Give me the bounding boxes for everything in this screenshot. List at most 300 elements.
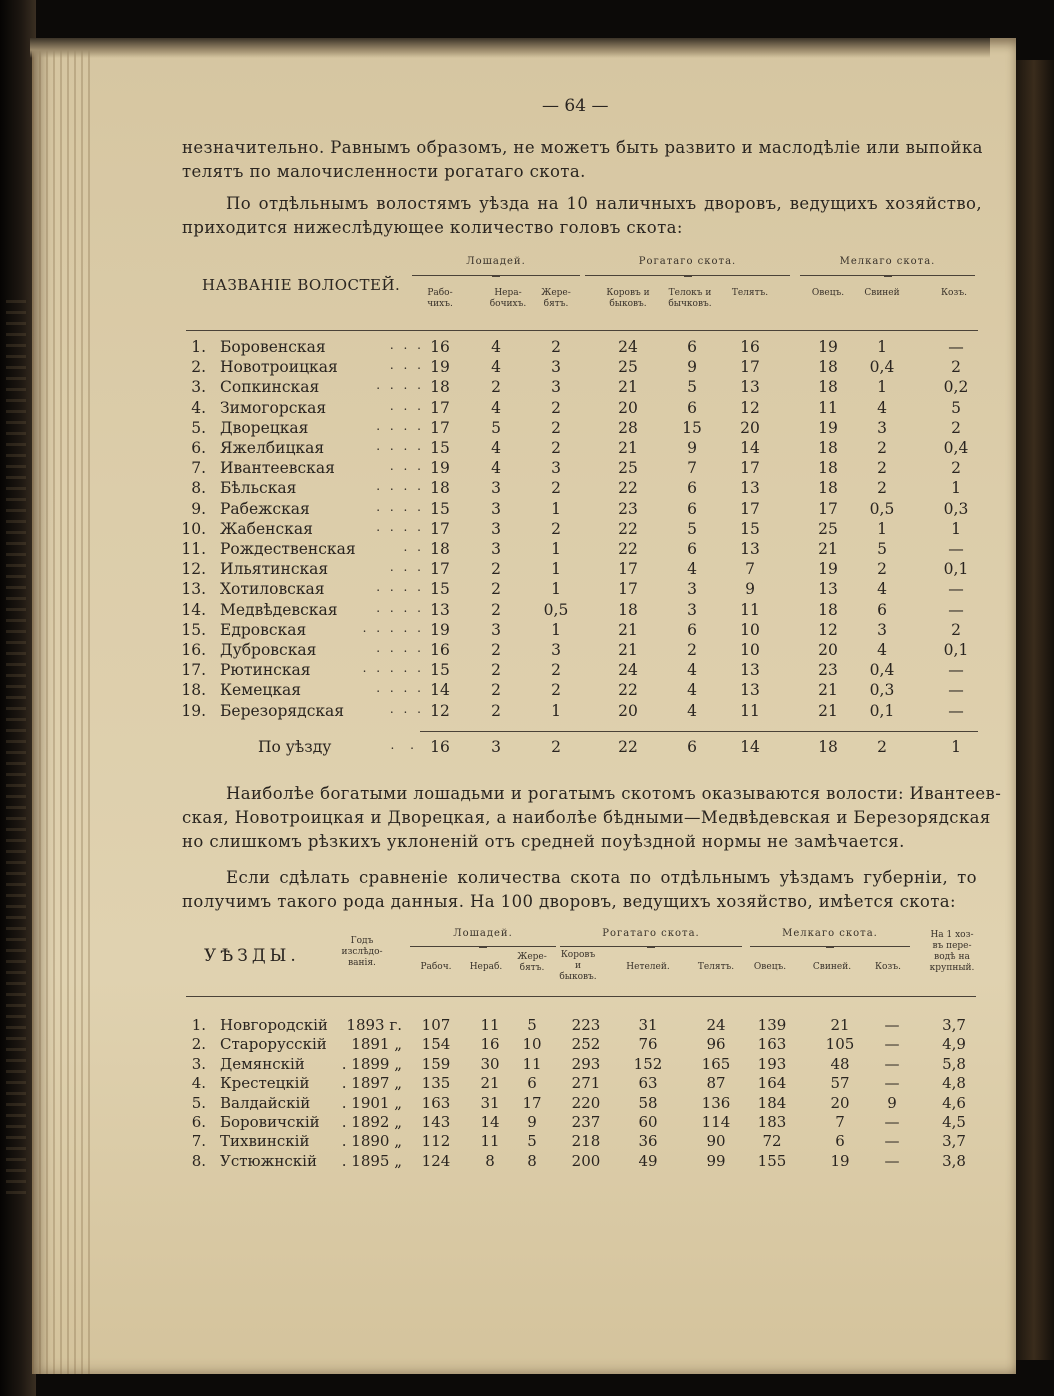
cell-value: — bbox=[948, 681, 964, 700]
leader-dots: . . . . bbox=[376, 418, 424, 433]
cell-value: 13 bbox=[740, 378, 760, 397]
column-header-line: Нераб. bbox=[469, 962, 503, 972]
column-header-line: Жере- bbox=[517, 952, 547, 962]
survey-year: . 1890 „ bbox=[341, 1132, 402, 1151]
column-header-line: бочихъ. bbox=[489, 299, 527, 309]
cell-value: 1 bbox=[551, 560, 561, 579]
cell-value: 10 bbox=[740, 620, 760, 639]
column-header bbox=[406, 288, 474, 310]
cell-value: 164 bbox=[757, 1074, 787, 1093]
cell-value: 154 bbox=[421, 1035, 451, 1054]
row-number: 4. bbox=[191, 1074, 206, 1093]
cell-value: 57 bbox=[830, 1074, 850, 1093]
cell-value: — bbox=[884, 1132, 900, 1151]
survey-year: . 1901 „ bbox=[341, 1093, 402, 1112]
cell-value: 220 bbox=[571, 1093, 601, 1112]
cell-value: 6 bbox=[687, 499, 697, 518]
paragraph-line: но слишкомъ рѣзкихъ уклоненій отъ средней поуѣздной нормы не замѣчается. bbox=[182, 832, 905, 851]
column-header bbox=[594, 288, 662, 310]
column-header-line: Свиней. bbox=[812, 962, 852, 972]
cell-value: 1 bbox=[551, 620, 561, 639]
column-header-line: водѣ на bbox=[934, 952, 970, 962]
table-row bbox=[32, 520, 1016, 540]
column-header-line: Овецъ. bbox=[811, 288, 845, 298]
column-header bbox=[854, 962, 922, 973]
header-rule bbox=[186, 330, 978, 331]
cell-value: 6 bbox=[687, 540, 697, 558]
cell-value: 22 bbox=[618, 519, 638, 538]
cell-value: 13 bbox=[740, 540, 760, 558]
cell-value: 114 bbox=[701, 1113, 731, 1131]
cell-value: 13 bbox=[430, 600, 450, 619]
cell-value: 1 bbox=[551, 540, 561, 558]
cell-value: 4,8 bbox=[942, 1074, 966, 1093]
cell-value: 2 bbox=[877, 479, 887, 498]
cell-value: 193 bbox=[757, 1054, 787, 1073]
cell-value: 16 bbox=[480, 1035, 500, 1054]
paragraph-line: ская, Новотроицкая и Дворецкая, а наиболѣе бѣдными—Медвѣдевская и Березорядская bbox=[182, 808, 991, 827]
cell-value: 4 bbox=[491, 439, 501, 457]
cell-value: 25 bbox=[818, 519, 838, 538]
row-number: 12. bbox=[181, 560, 206, 579]
cell-value: 2 bbox=[877, 560, 887, 579]
column-header-line: Свиней bbox=[864, 288, 900, 298]
cell-value: 4,9 bbox=[942, 1035, 966, 1054]
uezd-name: Устюжнскій bbox=[220, 1151, 317, 1170]
table-title: НАЗВАНІЕ ВОЛОСТЕЙ. bbox=[202, 276, 401, 294]
cell-value: 96 bbox=[706, 1035, 726, 1054]
leader-dots: . . . bbox=[389, 358, 424, 373]
cell-value: 107 bbox=[421, 1016, 451, 1034]
row-number: 6. bbox=[191, 1113, 206, 1131]
cell-value: 1 bbox=[551, 499, 561, 518]
cell-value: 7 bbox=[835, 1113, 845, 1131]
cell-value: 76 bbox=[638, 1035, 658, 1054]
cell-value: — bbox=[948, 540, 964, 558]
row-number: 4. bbox=[191, 398, 206, 417]
page-number: — 64 — bbox=[542, 96, 609, 116]
leader-dots: . . . bbox=[389, 560, 424, 575]
cell-value: 17 bbox=[740, 459, 760, 478]
cell-value: 12 bbox=[740, 398, 760, 417]
column-header-line: Нетелей. bbox=[626, 962, 670, 972]
cell-value: 17 bbox=[740, 499, 760, 518]
cell-value: — bbox=[884, 1074, 900, 1093]
uezd-name: Боровичскій bbox=[220, 1113, 320, 1131]
cell-value: 165 bbox=[701, 1054, 731, 1073]
cell-value: 4 bbox=[877, 641, 887, 659]
cell-value: 3 bbox=[551, 459, 561, 478]
cell-value: 4,6 bbox=[942, 1093, 966, 1112]
cell-value: 12 bbox=[818, 620, 838, 639]
cell-value: 13 bbox=[740, 681, 760, 700]
cell-value: 17 bbox=[618, 580, 638, 599]
leader-dots: . . . bbox=[389, 701, 424, 716]
paragraph-line: получимъ такого рода данныя. На 100 дворовъ, ведущихъ хозяйство, имѣется скота: bbox=[182, 892, 956, 911]
next-page-edge bbox=[1014, 60, 1054, 1360]
group-header: Мелкаго скота. bbox=[839, 256, 936, 267]
cell-value: 2 bbox=[551, 338, 561, 356]
table-total-row bbox=[32, 738, 1016, 758]
cell-value: 2 bbox=[491, 661, 501, 680]
cell-value: 6 bbox=[687, 398, 697, 417]
volost-name: Рютинская bbox=[220, 661, 311, 680]
cell-value: 24 bbox=[618, 338, 638, 356]
year-header bbox=[330, 936, 394, 969]
column-header-line: Телятъ. bbox=[697, 962, 735, 972]
column-header bbox=[736, 962, 804, 973]
cell-value: 14 bbox=[480, 1113, 500, 1131]
cell-value: 6 bbox=[877, 600, 887, 619]
cell-value: 63 bbox=[638, 1074, 658, 1093]
leader-dots: . . bbox=[390, 738, 420, 752]
table-row bbox=[32, 641, 1016, 661]
survey-year: . 1899 „ bbox=[341, 1054, 402, 1073]
leader-dots: . . . . bbox=[376, 378, 424, 393]
cell-value: 9 bbox=[527, 1113, 537, 1131]
cell-value: 5 bbox=[951, 398, 961, 417]
cell-value: 22 bbox=[618, 479, 638, 498]
row-number: 8. bbox=[191, 479, 206, 498]
group-header: Рогатаго скота. bbox=[638, 256, 737, 267]
table-row bbox=[32, 621, 1016, 641]
leader-dots: . . . . . bbox=[362, 661, 424, 676]
row-number: 3. bbox=[191, 378, 206, 397]
cell-value: 2 bbox=[491, 641, 501, 659]
cell-value: 3 bbox=[877, 620, 887, 639]
cell-value: 11 bbox=[480, 1016, 500, 1034]
cell-value: 4 bbox=[491, 398, 501, 417]
cell-value: 4 bbox=[491, 358, 501, 377]
leader-dots: . . . . bbox=[376, 479, 424, 494]
cell-value: 4 bbox=[687, 560, 697, 579]
cell-value: 10 bbox=[740, 641, 760, 659]
row-number: 5. bbox=[191, 1093, 206, 1112]
volost-name: Ивантеевская bbox=[220, 459, 335, 478]
cell-value: 7 bbox=[687, 459, 697, 478]
column-header bbox=[920, 288, 988, 299]
cell-value: — bbox=[948, 580, 964, 599]
cell-value: 18 bbox=[818, 358, 838, 377]
cell-value: 2 bbox=[491, 701, 501, 720]
cell-value: 0,1 bbox=[943, 560, 969, 579]
row-number: 2. bbox=[191, 1035, 206, 1054]
table-row bbox=[32, 459, 1016, 479]
cell-value: 14 bbox=[740, 439, 760, 457]
survey-year: . 1897 „ bbox=[341, 1074, 402, 1093]
cell-value: 0,1 bbox=[943, 641, 969, 659]
row-number: 3. bbox=[191, 1054, 206, 1073]
leader-dots: . . . bbox=[389, 459, 424, 474]
cell-value: 2 bbox=[877, 459, 887, 478]
cell-value: 21 bbox=[818, 681, 838, 700]
cell-value: 200 bbox=[571, 1151, 601, 1170]
cell-value: 4 bbox=[491, 338, 501, 356]
cell-value: 4 bbox=[877, 580, 887, 599]
cell-value: 163 bbox=[757, 1035, 787, 1054]
cell-value: 1 bbox=[951, 519, 961, 538]
cell-value: 0,4 bbox=[943, 439, 969, 457]
cell-value: 11 bbox=[818, 398, 838, 417]
volost-name: Дубровская bbox=[220, 641, 317, 659]
table-row bbox=[32, 358, 1016, 378]
leader-dots: . . . . bbox=[376, 499, 424, 514]
cell-value: 2 bbox=[491, 681, 501, 700]
cell-value: 15 bbox=[430, 580, 450, 599]
cell-value: 6 bbox=[527, 1074, 537, 1093]
cell-value: 13 bbox=[818, 580, 838, 599]
cell-value: 10 bbox=[522, 1035, 542, 1054]
cell-value: 18 bbox=[618, 600, 638, 619]
cell-value: 24 bbox=[618, 661, 638, 680]
cell-value: 22 bbox=[618, 681, 638, 700]
cell-value: 17 bbox=[430, 418, 450, 437]
cell-value: 5,8 bbox=[942, 1054, 966, 1073]
survey-year: 1891 „ bbox=[351, 1035, 402, 1054]
table-row bbox=[32, 1035, 1016, 1055]
cell-value: 25 bbox=[618, 358, 638, 377]
volost-name: Рождественская bbox=[220, 540, 356, 558]
cell-value: 21 bbox=[480, 1074, 500, 1093]
column-header-line: крупный. bbox=[929, 963, 975, 973]
cell-value: 3 bbox=[551, 358, 561, 377]
leader-dots: . . . . bbox=[376, 600, 424, 615]
cell-value: 143 bbox=[421, 1113, 451, 1131]
cell-value: 17 bbox=[740, 358, 760, 377]
group-brace bbox=[800, 275, 975, 284]
cell-value: 99 bbox=[706, 1151, 726, 1170]
column-header-line: бычковъ. bbox=[668, 299, 712, 309]
survey-year: . 1895 „ bbox=[341, 1151, 402, 1170]
cell-value: 3,7 bbox=[942, 1132, 966, 1151]
cell-value: 1 bbox=[551, 580, 561, 599]
cell-value: 19 bbox=[430, 459, 450, 478]
volost-name: Дворецкая bbox=[220, 418, 309, 437]
cell-value: — bbox=[884, 1035, 900, 1054]
cell-value: 3 bbox=[491, 479, 501, 498]
table-row bbox=[32, 1152, 1016, 1172]
cell-value: 2 bbox=[551, 418, 561, 437]
cell-value: — bbox=[884, 1151, 900, 1170]
column-header bbox=[656, 288, 724, 310]
cell-value: 124 bbox=[421, 1151, 451, 1170]
cell-value: 19 bbox=[818, 418, 838, 437]
cell-value: 139 bbox=[757, 1016, 787, 1034]
column-header bbox=[522, 288, 590, 310]
header-rule bbox=[186, 996, 976, 997]
cell-value: 18 bbox=[818, 479, 838, 498]
volost-name: Рабежская bbox=[220, 499, 310, 518]
cell-value: 11 bbox=[740, 701, 760, 720]
cell-value: 1 bbox=[877, 338, 887, 356]
cell-value: 9 bbox=[887, 1093, 897, 1112]
cell-value: 16 bbox=[430, 338, 450, 356]
total-value: 16 bbox=[430, 738, 450, 756]
cell-value: 31 bbox=[480, 1093, 500, 1112]
cell-value: 31 bbox=[638, 1016, 658, 1034]
cell-value: 2 bbox=[491, 378, 501, 397]
uezd-name: Демянскій bbox=[220, 1054, 305, 1073]
column-header-line: Козъ. bbox=[941, 288, 967, 298]
survey-year: 1893 г. bbox=[346, 1016, 402, 1034]
volost-name: Едровская bbox=[220, 620, 307, 639]
total-rule bbox=[420, 731, 978, 732]
cell-value: 19 bbox=[818, 560, 838, 579]
cell-value: 48 bbox=[830, 1054, 850, 1073]
group-header: Лошадей. bbox=[453, 928, 513, 939]
cell-value: 5 bbox=[877, 540, 887, 558]
cell-value: 11 bbox=[480, 1132, 500, 1151]
volost-name: Березорядская bbox=[220, 701, 345, 720]
column-header bbox=[918, 930, 986, 974]
paragraph-line: По отдѣльнымъ волостямъ уѣзда на 10 наличныхъ дворовъ, ведущихъ хозяйство, bbox=[226, 194, 982, 213]
paragraph-line: Если сдѣлать сравненіе количества скота по отдѣльнымъ уѣздамъ губерніи, то bbox=[226, 868, 977, 887]
year-header-line: ванія. bbox=[348, 958, 376, 968]
leader-dots: . . . . . bbox=[362, 620, 424, 635]
cell-value: — bbox=[884, 1016, 900, 1034]
cell-value: 2 bbox=[551, 398, 561, 417]
leader-dots: . . . . bbox=[376, 519, 424, 534]
cell-value: 21 bbox=[830, 1016, 850, 1034]
volost-name: Кемецкая bbox=[220, 681, 302, 700]
cell-value: 20 bbox=[618, 701, 638, 720]
total-value: 3 bbox=[491, 738, 501, 756]
cell-value: 7 bbox=[745, 560, 755, 579]
cell-value: 3 bbox=[491, 540, 501, 558]
column-header-line: чихъ. bbox=[427, 299, 453, 309]
row-number: 8. bbox=[191, 1151, 206, 1170]
cell-value: 3 bbox=[551, 378, 561, 397]
total-value: 6 bbox=[687, 738, 697, 756]
cell-value: 17 bbox=[818, 499, 838, 518]
cell-value: 90 bbox=[706, 1132, 726, 1151]
table-row bbox=[32, 1016, 1016, 1036]
cell-value: 17 bbox=[430, 519, 450, 538]
group-brace bbox=[585, 275, 790, 284]
cell-value: 20 bbox=[740, 418, 760, 437]
cell-value: 19 bbox=[430, 620, 450, 639]
cell-value: 5 bbox=[527, 1016, 537, 1034]
cell-value: 135 bbox=[421, 1074, 451, 1093]
cell-value: 21 bbox=[618, 641, 638, 659]
cell-value: 5 bbox=[687, 519, 697, 538]
cell-value: 21 bbox=[618, 620, 638, 639]
cell-value: 183 bbox=[757, 1113, 787, 1131]
table-row bbox=[32, 419, 1016, 439]
cell-value: 163 bbox=[421, 1093, 451, 1112]
cell-value: 21 bbox=[618, 439, 638, 457]
leader-dots: . . . . bbox=[376, 580, 424, 595]
column-header-line: бятъ. bbox=[519, 963, 545, 973]
volost-name: Зимогорская bbox=[220, 398, 327, 417]
group-header: Рогатаго скота. bbox=[602, 928, 700, 939]
column-header-line: Рабо- bbox=[427, 288, 453, 298]
cell-value: 105 bbox=[825, 1035, 855, 1054]
column-header bbox=[614, 962, 682, 973]
table-row bbox=[32, 1094, 1016, 1114]
cell-value: 0,3 bbox=[869, 681, 895, 700]
cell-value: 2 bbox=[951, 620, 961, 639]
cell-value: 2 bbox=[551, 519, 561, 538]
book-spine bbox=[0, 0, 36, 1396]
table-row bbox=[32, 1113, 1016, 1133]
table-row bbox=[32, 500, 1016, 520]
row-number: 17. bbox=[181, 661, 206, 680]
cell-value: 2 bbox=[951, 459, 961, 478]
cell-value: 36 bbox=[638, 1132, 658, 1151]
uezd-name: Крестецкій bbox=[220, 1074, 310, 1093]
cell-value: 2 bbox=[491, 580, 501, 599]
cell-value: 28 bbox=[618, 418, 638, 437]
table-row bbox=[32, 1132, 1016, 1152]
cell-value: 2 bbox=[687, 641, 697, 659]
row-number: 7. bbox=[191, 459, 206, 478]
volost-name: Бѣльская bbox=[220, 479, 297, 498]
cell-value: 159 bbox=[421, 1054, 451, 1073]
group-brace bbox=[750, 946, 910, 955]
cell-value: 14 bbox=[430, 681, 450, 700]
cell-value: — bbox=[948, 661, 964, 680]
cell-value: 3 bbox=[687, 600, 697, 619]
volost-name: Яжелбицкая bbox=[220, 439, 325, 457]
uezd-name: Старорусскій bbox=[220, 1035, 327, 1054]
cell-value: 11 bbox=[740, 600, 760, 619]
paragraph-line: Наиболѣе богатыми лошадьми и рогатымъ скотомъ оказываются волости: Ивантеев- bbox=[226, 784, 1002, 803]
column-header-line: Рабоч. bbox=[420, 962, 452, 972]
cell-value: 4,5 bbox=[942, 1113, 966, 1131]
cell-value: — bbox=[884, 1054, 900, 1073]
row-number: 13. bbox=[181, 580, 206, 599]
leader-dots: . . . . bbox=[376, 641, 424, 655]
cell-value: 18 bbox=[818, 600, 838, 619]
cell-value: 87 bbox=[706, 1074, 726, 1093]
cell-value: 20 bbox=[618, 398, 638, 417]
table-row bbox=[32, 681, 1016, 701]
cell-value: 15 bbox=[740, 519, 760, 538]
row-number: 15. bbox=[181, 620, 206, 639]
paragraph-line: телятъ по малочисленности рогатаго скота. bbox=[182, 162, 586, 181]
cell-value: 4 bbox=[687, 661, 697, 680]
cell-value: 19 bbox=[430, 358, 450, 377]
cell-value: 5 bbox=[687, 378, 697, 397]
uezd-name: Валдайскій bbox=[220, 1093, 311, 1112]
leader-dots: . . bbox=[403, 540, 424, 554]
cell-value: 155 bbox=[757, 1151, 787, 1170]
cell-value: 4 bbox=[687, 681, 697, 700]
total-label: По уѣзду bbox=[258, 738, 332, 756]
cell-value: 5 bbox=[491, 418, 501, 437]
row-number: 9. bbox=[191, 499, 206, 518]
cell-value: 12 bbox=[430, 701, 450, 720]
cell-value: 20 bbox=[818, 641, 838, 659]
cell-value: 3,8 bbox=[942, 1151, 966, 1170]
column-header bbox=[848, 288, 916, 299]
cell-value: 184 bbox=[757, 1093, 787, 1112]
total-value: 1 bbox=[951, 738, 961, 756]
cell-value: 0,2 bbox=[943, 378, 969, 397]
uezd-name: Новгородскій bbox=[220, 1016, 328, 1034]
cell-value: — bbox=[948, 701, 964, 720]
table-row bbox=[32, 661, 1016, 681]
cell-value: 3 bbox=[877, 418, 887, 437]
cell-value: 22 bbox=[618, 540, 638, 558]
total-value: 14 bbox=[740, 738, 760, 756]
cell-value: 15 bbox=[430, 499, 450, 518]
column-header-line: бятъ. bbox=[543, 299, 569, 309]
total-value: 2 bbox=[877, 738, 887, 756]
row-number: 7. bbox=[191, 1132, 206, 1151]
cell-value: 6 bbox=[687, 620, 697, 639]
